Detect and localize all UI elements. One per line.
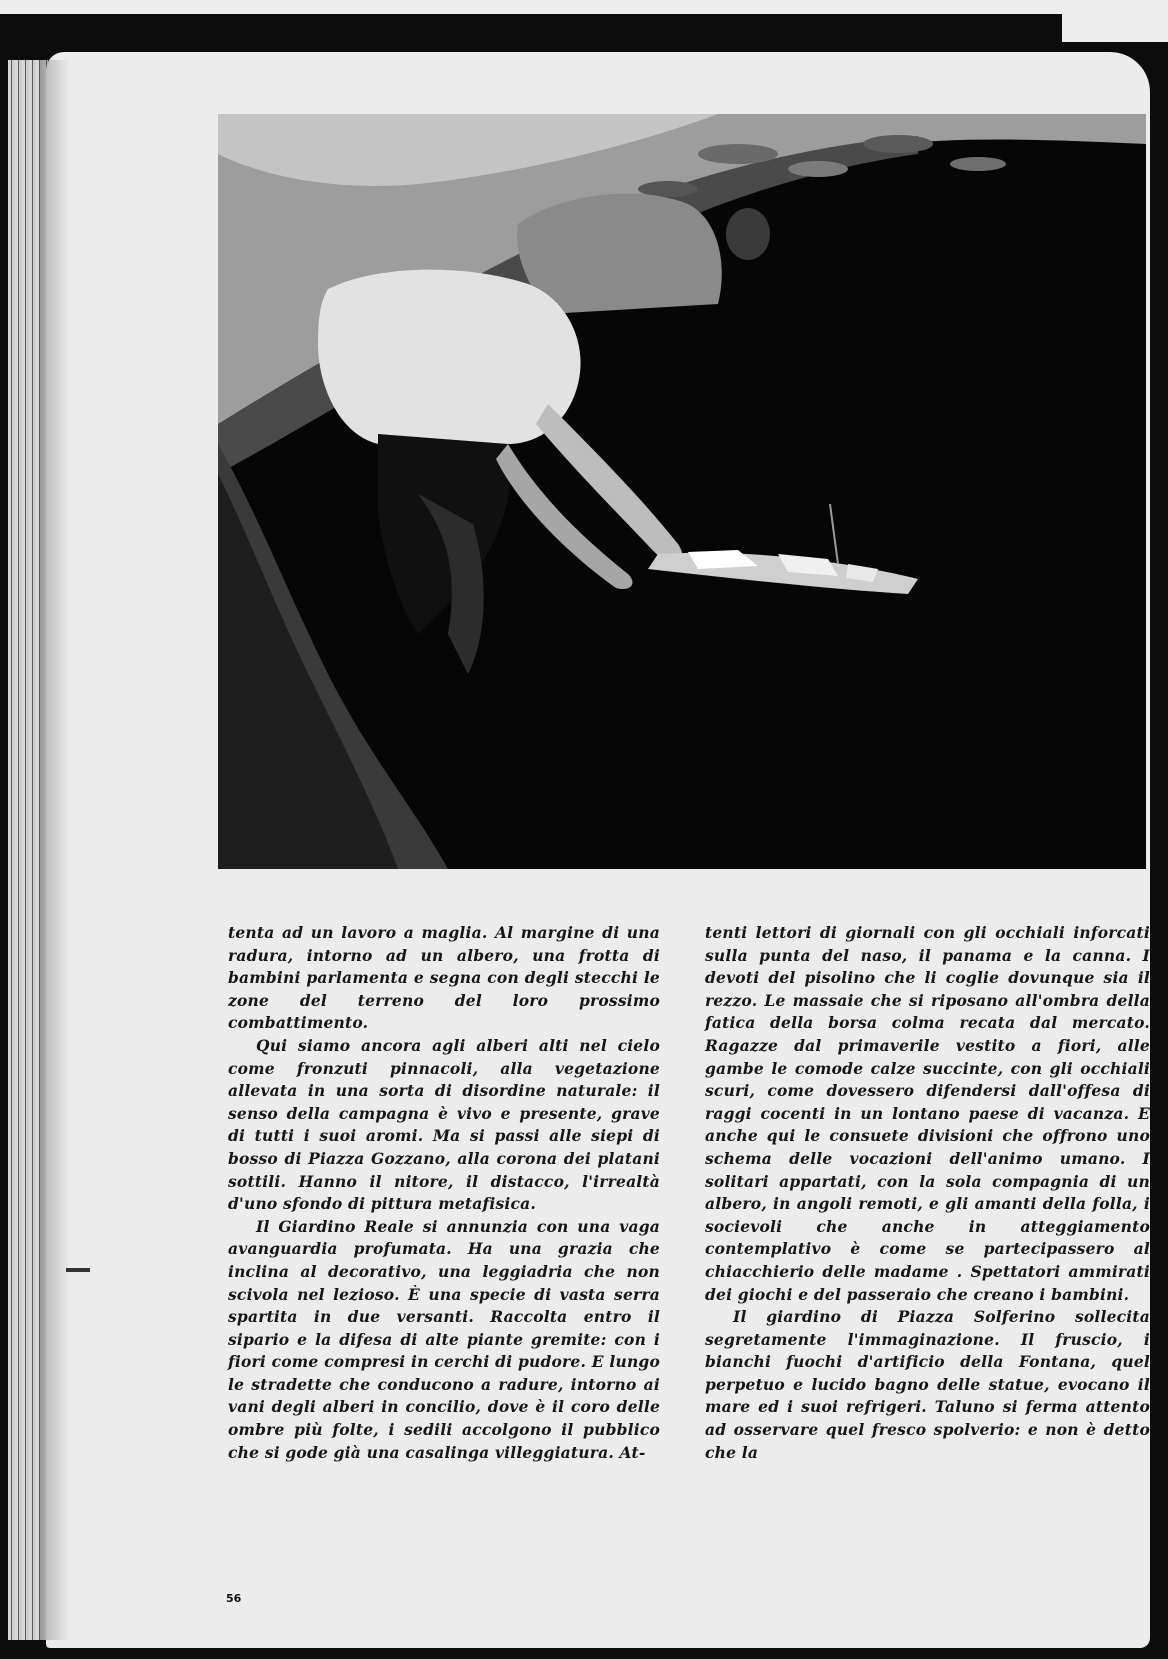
margin-mark (66, 1268, 90, 1272)
paragraph: Il Giardino Reale si annunzia con una vaga avanguardia profumata. Ha una grazia che inclina al decorativo, una leggiadria che non scivola nel lezioso. È una specie di vasta serra spartita in due versanti. Raccolta entro il sipario e la difesa di alte piante gremite: con i fiori come compresi in cerchi di pudore. E lungo le stradette che conducono a radure, intorno ai vani degli alberi in concilio, dove è il coro delle ombre più folte, i sedili accolgono il pubblico che si gode già una casalinga villeggiatura. At- (228, 1216, 660, 1462)
photo-illustration (218, 114, 1146, 869)
paragraph: Il giardino di Piazza Solferino sollecita segretamente l'immaginazione. Il fruscio, i bianchi fuochi d'artificio della Fontana, quel perpetuo e lucido bagno delle statue, evocano il mare ed i suoi refrigeri. Taluno si ferma attento ad osservare quel fresco spolverio: e non è detto che la (705, 1307, 1150, 1462)
scan-corner (1062, 0, 1168, 42)
text-column-right (705, 922, 1150, 1464)
scan-top-margin (0, 0, 1168, 14)
photograph (218, 114, 1146, 869)
page-number: 56 (226, 1592, 242, 1605)
paragraph: tenti lettori di giornali con gli occhiali inforcati sulla punta del naso, il panama e la canna. I devoti del pisolino che li coglie dovunque sia il rezzo. Le massaie che si riposano all'ombra della fatica della borsa colma recata dal mercato. Ragazze dal primaverile vestito a fiori, alle gambe le comode calze succinte, con gli occhiali scuri, come dovessero difendersi dall'offesa di raggi cocenti in un lontano paese di vacanza. E anche qui le consuete divisioni che offrono uno schema delle vocazioni dell'animo umano. I solitari appartati, con la sola compagnia di un albero, in angoli remoti, e gli amanti della folla, i socievoli che anche in atteggiamento contemplativo è come se partecipassero al chiacchierio delle madame . Spettatori ammirati dei giochi e del passeraio che creano i bambini. (705, 923, 1150, 1304)
paragraph: Qui siamo ancora agli alberi alti nel cielo come fronzuti pinnacoli, alla vegetazione allevata in una sorta di disordine naturale: il senso della campagna è vivo e presente, grave di tutti i suoi aromi. Ma si passi alle siepi di bosso di Piazza Gozzano, alla corona dei platani sottili. Hanno il nitore, il distacco, l'irrealtà d'uno sfondo di pittura metafisica. (228, 1035, 660, 1214)
paragraph: tenta ad un lavoro a maglia. Al margine di una radura, intorno ad un albero, una frotta di bambini parlamenta e segna con degli stecchi le zone del terreno del loro prossimo combattimento. (228, 923, 660, 1033)
text-column-left (228, 922, 660, 1464)
spine-shadow (40, 60, 70, 1640)
